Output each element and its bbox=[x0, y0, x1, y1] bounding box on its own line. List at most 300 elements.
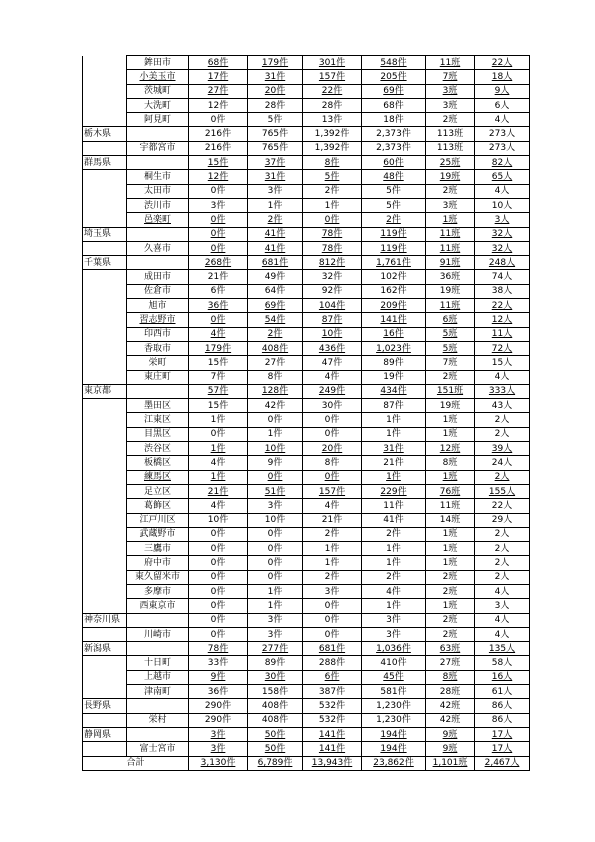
prefecture-cell: 栃木県 bbox=[83, 127, 127, 141]
value-cell: 1件 bbox=[362, 542, 426, 556]
prefecture-cell bbox=[83, 685, 127, 699]
value-cell: 12件 bbox=[189, 170, 248, 184]
value-cell: 15人 bbox=[475, 356, 530, 370]
table-row bbox=[83, 270, 530, 284]
value-cell: 2班 bbox=[426, 370, 475, 384]
value-cell: 32人 bbox=[475, 227, 530, 241]
prefecture-cell bbox=[83, 584, 127, 598]
table-row bbox=[83, 584, 530, 598]
value-cell: 0件 bbox=[303, 613, 362, 627]
prefecture-cell: 群馬県 bbox=[83, 156, 127, 170]
value-cell: 36件 bbox=[189, 685, 248, 699]
value-cell: 36班 bbox=[426, 270, 475, 284]
value-cell: 6件 bbox=[303, 670, 362, 684]
value-cell: 32件 bbox=[303, 270, 362, 284]
value-cell: 1件 bbox=[189, 413, 248, 427]
value-cell: 22人 bbox=[475, 499, 530, 513]
value-cell: 4人 bbox=[475, 184, 530, 198]
value-cell: 3件 bbox=[248, 184, 303, 198]
value-cell: 4件 bbox=[303, 499, 362, 513]
municipality-cell: 久喜市 bbox=[127, 241, 189, 255]
value-cell: 141件 bbox=[303, 742, 362, 756]
value-cell: 78件 bbox=[303, 227, 362, 241]
value-cell: 8班 bbox=[426, 670, 475, 684]
table-row bbox=[83, 70, 530, 84]
prefecture-row bbox=[83, 256, 530, 270]
value-cell: 1件 bbox=[248, 584, 303, 598]
value-cell: 31件 bbox=[248, 70, 303, 84]
value-cell: 155人 bbox=[475, 484, 530, 498]
value-cell: 387件 bbox=[303, 685, 362, 699]
value-cell: 548件 bbox=[362, 56, 426, 70]
municipality-cell: 阿見町 bbox=[127, 113, 189, 127]
prefecture-row bbox=[83, 156, 530, 170]
table-row bbox=[83, 299, 530, 313]
prefecture-cell: 神奈川県 bbox=[83, 613, 127, 627]
prefecture-cell bbox=[83, 370, 127, 384]
value-cell: 3班 bbox=[426, 84, 475, 98]
value-cell: 4件 bbox=[303, 370, 362, 384]
value-cell: 162件 bbox=[362, 284, 426, 298]
value-cell: 194件 bbox=[362, 727, 426, 741]
value-cell: 0件 bbox=[189, 570, 248, 584]
municipality-cell: 江東区 bbox=[127, 413, 189, 427]
value-cell: 113班 bbox=[426, 127, 475, 141]
table-row bbox=[83, 656, 530, 670]
value-cell: 1,036件 bbox=[362, 642, 426, 656]
value-cell: 0件 bbox=[189, 584, 248, 598]
table-row bbox=[83, 327, 530, 341]
municipality-cell: 多摩市 bbox=[127, 584, 189, 598]
value-cell: 6人 bbox=[475, 98, 530, 112]
value-cell: 3件 bbox=[248, 613, 303, 627]
value-cell: 4件 bbox=[189, 327, 248, 341]
value-cell: 4人 bbox=[475, 370, 530, 384]
prefecture-cell bbox=[83, 70, 127, 84]
value-cell: 2班 bbox=[426, 584, 475, 598]
table-row bbox=[83, 84, 530, 98]
value-cell: 1件 bbox=[362, 413, 426, 427]
value-cell: 0件 bbox=[248, 413, 303, 427]
value-cell: 2件 bbox=[248, 327, 303, 341]
value-cell: 1,761件 bbox=[362, 256, 426, 270]
value-cell: 141件 bbox=[362, 313, 426, 327]
value-cell: 16件 bbox=[362, 327, 426, 341]
municipality-cell: 習志野市 bbox=[127, 313, 189, 327]
municipality-cell: 宇都宮市 bbox=[127, 141, 189, 155]
value-cell: 3人 bbox=[475, 599, 530, 613]
prefecture-cell bbox=[83, 284, 127, 298]
prefecture-cell bbox=[83, 742, 127, 756]
prefecture-cell bbox=[83, 84, 127, 98]
value-cell: 60件 bbox=[362, 156, 426, 170]
value-cell: 2人 bbox=[475, 413, 530, 427]
value-cell: 17人 bbox=[475, 727, 530, 741]
value-cell: 158件 bbox=[248, 685, 303, 699]
value-cell: 2件 bbox=[303, 570, 362, 584]
value-cell: 3件 bbox=[362, 627, 426, 641]
value-cell: 113班 bbox=[426, 141, 475, 155]
prefecture-cell bbox=[83, 141, 127, 155]
table-row bbox=[83, 370, 530, 384]
value-cell: 31件 bbox=[248, 170, 303, 184]
total-row bbox=[83, 756, 530, 770]
table-row bbox=[83, 570, 530, 584]
value-cell: 47件 bbox=[303, 356, 362, 370]
municipality-cell bbox=[127, 642, 189, 656]
prefecture-cell bbox=[83, 270, 127, 284]
prefecture-cell bbox=[83, 299, 127, 313]
municipality-cell bbox=[127, 699, 189, 713]
value-cell: 0件 bbox=[189, 542, 248, 556]
value-cell: 2,373件 bbox=[362, 141, 426, 155]
prefecture-row bbox=[83, 727, 530, 741]
prefecture-row bbox=[83, 699, 530, 713]
prefecture-cell bbox=[83, 542, 127, 556]
value-cell: 3件 bbox=[189, 198, 248, 212]
municipality-cell: 東久留米市 bbox=[127, 570, 189, 584]
value-cell: 205件 bbox=[362, 70, 426, 84]
value-cell: 65人 bbox=[475, 170, 530, 184]
value-cell: 63班 bbox=[426, 642, 475, 656]
value-cell: 4人 bbox=[475, 113, 530, 127]
value-cell: 1,230件 bbox=[362, 713, 426, 727]
value-cell: 33件 bbox=[189, 656, 248, 670]
value-cell: 11班 bbox=[426, 299, 475, 313]
value-cell: 76班 bbox=[426, 484, 475, 498]
prefecture-cell: 千葉県 bbox=[83, 256, 127, 270]
municipality-cell bbox=[127, 727, 189, 741]
table-row bbox=[83, 599, 530, 613]
table-row bbox=[83, 399, 530, 413]
value-cell: 50件 bbox=[248, 742, 303, 756]
value-cell: 436件 bbox=[303, 341, 362, 355]
table-row bbox=[83, 456, 530, 470]
value-cell: 7件 bbox=[189, 370, 248, 384]
value-cell: 54件 bbox=[248, 313, 303, 327]
value-cell: 58人 bbox=[475, 656, 530, 670]
prefecture-cell: 埼玉県 bbox=[83, 227, 127, 241]
value-cell: 0件 bbox=[189, 213, 248, 227]
value-cell: 27班 bbox=[426, 656, 475, 670]
table-row bbox=[83, 356, 530, 370]
municipality-cell: 川崎市 bbox=[127, 627, 189, 641]
value-cell: 32人 bbox=[475, 241, 530, 255]
municipality-cell: 渋谷区 bbox=[127, 442, 189, 456]
table-row bbox=[83, 98, 530, 112]
value-cell: 1班 bbox=[426, 427, 475, 441]
municipality-cell: 太田市 bbox=[127, 184, 189, 198]
prefecture-cell: 静岡県 bbox=[83, 727, 127, 741]
value-cell: 2班 bbox=[426, 613, 475, 627]
value-cell: 24人 bbox=[475, 456, 530, 470]
value-cell: 1件 bbox=[189, 470, 248, 484]
value-cell: 89件 bbox=[248, 656, 303, 670]
value-cell: 135人 bbox=[475, 642, 530, 656]
value-cell: 532件 bbox=[303, 713, 362, 727]
value-cell: 681件 bbox=[303, 642, 362, 656]
value-cell: 3件 bbox=[303, 584, 362, 598]
value-cell: 290件 bbox=[189, 713, 248, 727]
value-cell: 9件 bbox=[248, 456, 303, 470]
value-cell: 74人 bbox=[475, 270, 530, 284]
value-cell: 8件 bbox=[303, 456, 362, 470]
value-cell: 157件 bbox=[303, 484, 362, 498]
value-cell: 2件 bbox=[303, 527, 362, 541]
value-cell: 1件 bbox=[248, 599, 303, 613]
value-cell: 4人 bbox=[475, 627, 530, 641]
value-cell: 11班 bbox=[426, 241, 475, 255]
prefecture-cell bbox=[83, 442, 127, 456]
value-cell: 3件 bbox=[248, 499, 303, 513]
value-cell: 3件 bbox=[248, 627, 303, 641]
value-cell: 10件 bbox=[189, 513, 248, 527]
value-cell: 2件 bbox=[248, 213, 303, 227]
value-cell: 3班 bbox=[426, 198, 475, 212]
value-cell: 0件 bbox=[303, 470, 362, 484]
value-cell: 69件 bbox=[248, 299, 303, 313]
value-cell: 57件 bbox=[189, 384, 248, 398]
value-cell: 27件 bbox=[248, 356, 303, 370]
prefecture-cell bbox=[83, 527, 127, 541]
table-row bbox=[83, 341, 530, 355]
prefecture-cell bbox=[83, 470, 127, 484]
table-row bbox=[83, 113, 530, 127]
table-row bbox=[83, 527, 530, 541]
value-cell: 4人 bbox=[475, 584, 530, 598]
value-cell: 11班 bbox=[426, 227, 475, 241]
prefecture-cell bbox=[83, 670, 127, 684]
value-cell: 0件 bbox=[189, 627, 248, 641]
value-cell: 17件 bbox=[189, 70, 248, 84]
value-cell: 765件 bbox=[248, 127, 303, 141]
value-cell: 8班 bbox=[426, 456, 475, 470]
municipality-cell bbox=[127, 613, 189, 627]
municipality-cell: 練馬区 bbox=[127, 470, 189, 484]
value-cell: 104件 bbox=[303, 299, 362, 313]
value-cell: 301件 bbox=[303, 56, 362, 70]
municipality-cell: 香取市 bbox=[127, 341, 189, 355]
value-cell: 410件 bbox=[362, 656, 426, 670]
table-row bbox=[83, 427, 530, 441]
municipality-cell: 十日町 bbox=[127, 656, 189, 670]
value-cell: 141件 bbox=[303, 727, 362, 741]
municipality-cell: 渋川市 bbox=[127, 198, 189, 212]
value-cell: 14班 bbox=[426, 513, 475, 527]
value-cell: 408件 bbox=[248, 699, 303, 713]
value-cell: 61人 bbox=[475, 685, 530, 699]
value-cell: 19件 bbox=[362, 370, 426, 384]
value-cell: 5件 bbox=[303, 170, 362, 184]
value-cell: 41件 bbox=[248, 227, 303, 241]
value-cell: 3件 bbox=[189, 742, 248, 756]
prefecture-row bbox=[83, 127, 530, 141]
value-cell: 12人 bbox=[475, 313, 530, 327]
municipality-cell bbox=[127, 256, 189, 270]
value-cell: 0件 bbox=[189, 427, 248, 441]
prefecture-cell bbox=[83, 170, 127, 184]
value-cell: 2人 bbox=[475, 427, 530, 441]
table-row bbox=[83, 499, 530, 513]
table-row bbox=[83, 442, 530, 456]
value-cell: 7班 bbox=[426, 70, 475, 84]
table-row bbox=[83, 713, 530, 727]
value-cell: 2件 bbox=[362, 527, 426, 541]
prefecture-cell bbox=[83, 513, 127, 527]
value-cell: 1班 bbox=[426, 213, 475, 227]
municipality-cell: 印西市 bbox=[127, 327, 189, 341]
value-cell: 19班 bbox=[426, 399, 475, 413]
value-cell: 0件 bbox=[189, 613, 248, 627]
prefecture-cell bbox=[83, 213, 127, 227]
municipality-cell: 江戸川区 bbox=[127, 513, 189, 527]
value-cell: 18人 bbox=[475, 70, 530, 84]
value-cell: 249件 bbox=[303, 384, 362, 398]
value-cell: 29人 bbox=[475, 513, 530, 527]
prefecture-row bbox=[83, 384, 530, 398]
municipality-cell bbox=[127, 156, 189, 170]
prefecture-cell bbox=[83, 198, 127, 212]
municipality-cell: 足立区 bbox=[127, 484, 189, 498]
value-cell: 1,230件 bbox=[362, 699, 426, 713]
value-cell: 9班 bbox=[426, 742, 475, 756]
value-cell: 28件 bbox=[303, 98, 362, 112]
value-cell: 19班 bbox=[426, 284, 475, 298]
value-cell: 4件 bbox=[189, 456, 248, 470]
municipality-cell: 目黒区 bbox=[127, 427, 189, 441]
value-cell: 119件 bbox=[362, 241, 426, 255]
municipality-cell: 上越市 bbox=[127, 670, 189, 684]
table-row bbox=[83, 141, 530, 155]
municipality-cell: 西東京市 bbox=[127, 599, 189, 613]
value-cell: 229件 bbox=[362, 484, 426, 498]
prefecture-cell bbox=[83, 113, 127, 127]
value-cell: 216件 bbox=[189, 127, 248, 141]
value-cell: 1件 bbox=[362, 599, 426, 613]
value-cell: 78件 bbox=[189, 642, 248, 656]
value-cell: 0件 bbox=[248, 527, 303, 541]
prefecture-cell bbox=[83, 427, 127, 441]
value-cell: 3件 bbox=[362, 613, 426, 627]
total-label: 合計 bbox=[83, 756, 189, 770]
value-cell: 0件 bbox=[303, 413, 362, 427]
value-cell: 194件 bbox=[362, 742, 426, 756]
value-cell: 28件 bbox=[248, 98, 303, 112]
value-cell: 681件 bbox=[248, 256, 303, 270]
value-cell: 1班 bbox=[426, 527, 475, 541]
value-cell: 6件 bbox=[189, 284, 248, 298]
value-cell: 157件 bbox=[303, 70, 362, 84]
value-cell: 87件 bbox=[362, 399, 426, 413]
value-cell: 72人 bbox=[475, 341, 530, 355]
value-cell: 9人 bbox=[475, 84, 530, 98]
value-cell: 12件 bbox=[189, 98, 248, 112]
value-cell: 128件 bbox=[248, 384, 303, 398]
value-cell: 2人 bbox=[475, 542, 530, 556]
value-cell: 277件 bbox=[248, 642, 303, 656]
value-cell: 8件 bbox=[303, 156, 362, 170]
prefecture-cell bbox=[83, 570, 127, 584]
value-cell: 179件 bbox=[248, 56, 303, 70]
value-cell: 18件 bbox=[362, 113, 426, 127]
value-cell: 1件 bbox=[248, 198, 303, 212]
value-cell: 2班 bbox=[426, 184, 475, 198]
value-cell: 2人 bbox=[475, 570, 530, 584]
prefecture-cell bbox=[83, 656, 127, 670]
value-cell: 5件 bbox=[362, 184, 426, 198]
value-cell: 92件 bbox=[303, 284, 362, 298]
value-cell: 20件 bbox=[303, 442, 362, 456]
municipality-cell: 鉾田市 bbox=[127, 56, 189, 70]
municipality-cell: 葛飾区 bbox=[127, 499, 189, 513]
value-cell: 765件 bbox=[248, 141, 303, 155]
value-cell: 21件 bbox=[303, 513, 362, 527]
prefecture-cell bbox=[83, 599, 127, 613]
value-cell: 0件 bbox=[303, 427, 362, 441]
value-cell: 91班 bbox=[426, 256, 475, 270]
value-cell: 9件 bbox=[189, 670, 248, 684]
prefecture-cell bbox=[83, 627, 127, 641]
prefecture-cell bbox=[83, 184, 127, 198]
value-cell: 532件 bbox=[303, 699, 362, 713]
value-cell: 6班 bbox=[426, 313, 475, 327]
value-cell: 0件 bbox=[248, 542, 303, 556]
value-cell: 15件 bbox=[189, 399, 248, 413]
table-row bbox=[83, 313, 530, 327]
prefecture-cell: 新潟県 bbox=[83, 642, 127, 656]
value-cell: 10人 bbox=[475, 198, 530, 212]
value-cell: 0件 bbox=[189, 599, 248, 613]
value-cell: 22人 bbox=[475, 299, 530, 313]
value-cell: 78件 bbox=[303, 241, 362, 255]
prefecture-cell bbox=[83, 98, 127, 112]
value-cell: 0件 bbox=[189, 184, 248, 198]
value-cell: 39人 bbox=[475, 442, 530, 456]
value-cell: 5件 bbox=[362, 198, 426, 212]
value-cell: 3人 bbox=[475, 213, 530, 227]
value-cell: 4人 bbox=[475, 613, 530, 627]
value-cell: 17人 bbox=[475, 742, 530, 756]
prefecture-cell bbox=[83, 456, 127, 470]
prefecture-cell bbox=[83, 556, 127, 570]
value-cell: 10件 bbox=[248, 513, 303, 527]
value-cell: 1班 bbox=[426, 413, 475, 427]
total-value-cell: 3,130件 bbox=[189, 756, 248, 770]
value-cell: 0件 bbox=[248, 570, 303, 584]
value-cell: 38人 bbox=[475, 284, 530, 298]
value-cell: 21件 bbox=[189, 484, 248, 498]
prefecture-cell bbox=[83, 413, 127, 427]
value-cell: 11班 bbox=[426, 499, 475, 513]
value-cell: 9班 bbox=[426, 727, 475, 741]
value-cell: 10件 bbox=[303, 327, 362, 341]
value-cell: 8件 bbox=[248, 370, 303, 384]
value-cell: 5件 bbox=[248, 113, 303, 127]
municipality-cell bbox=[127, 227, 189, 241]
value-cell: 0件 bbox=[189, 227, 248, 241]
value-cell: 209件 bbox=[362, 299, 426, 313]
value-cell: 86人 bbox=[475, 713, 530, 727]
value-cell: 1班 bbox=[426, 542, 475, 556]
table-row bbox=[83, 670, 530, 684]
prefecture-cell bbox=[83, 241, 127, 255]
prefecture-cell bbox=[83, 341, 127, 355]
value-cell: 1件 bbox=[362, 470, 426, 484]
value-cell: 2,373件 bbox=[362, 127, 426, 141]
value-cell: 0件 bbox=[303, 627, 362, 641]
value-cell: 64件 bbox=[248, 284, 303, 298]
value-cell: 48件 bbox=[362, 170, 426, 184]
